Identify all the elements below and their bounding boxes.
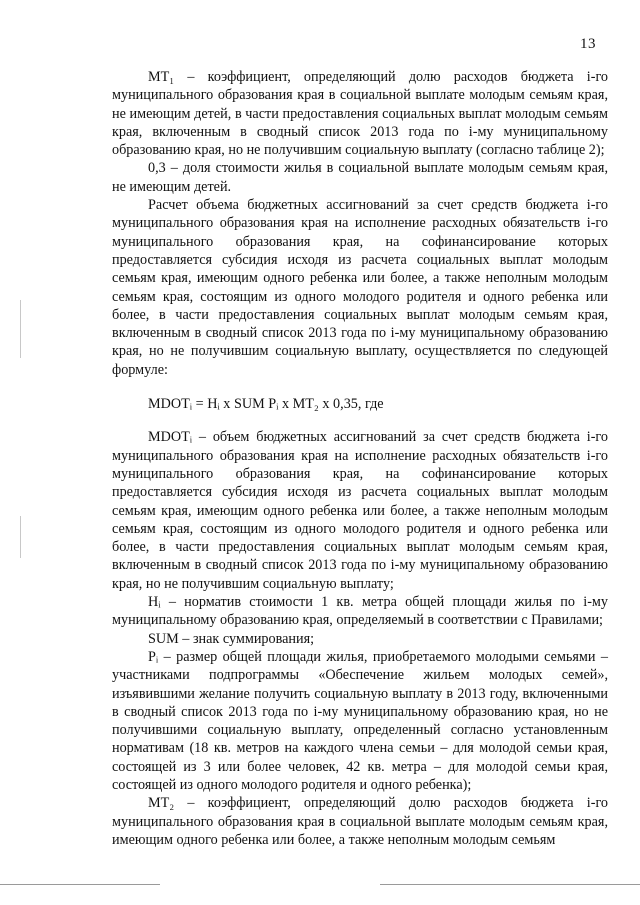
bottom-rule-left — [0, 884, 160, 885]
paragraph-mt1-definition: МТ₁ – коэффициент, определяющий долю расходов бюджета i-го муниципального образования края в социальной выплате молодым семьям края, не имеющим детей, в части предоставления социальных выплат молодым семьям края, включенным в сводный список 2013 года по i-му муниципальному образованию края, но не получившим социальную выплату (согласно таблице 2); — [112, 69, 608, 159]
paragraph-p-definition: Pᵢ – размер общей площади жилья, приобретаемого молодыми семьями – участниками подпрограммы «Обеспечение жильем молодых семей», изъявившими желание получить социальную выплату в 2013 году, включенными в сводный список 2013 года по i-му муниципальному образованию края, но не получившими социальную выплату, определенный согласно установленным нормативам (18 кв. метров на каждого члена семьи – для молодой семьи края, состоящей из 3 или более человек, 42 кв. метра – для молодой семьи края, состоящей из одного молодого родителя и одного ребенка); — [112, 648, 608, 793]
scan-edge-mark-upper — [20, 300, 21, 358]
scan-edge-mark-lower — [20, 516, 21, 558]
bottom-rule-right — [380, 884, 640, 885]
paragraph-sum-definition: SUM – знак суммирования; — [148, 630, 315, 647]
paragraph-housing-share: 0,3 – доля стоимости жилья в социальной выплате молодым семьям края, не имеющим детей. — [112, 160, 608, 195]
document-body — [112, 68, 608, 849]
page-number: 13 — [580, 36, 596, 52]
paragraph-calculation-intro: Расчет объема бюджетных ассигнований за счет средств бюджета i-го муниципального образования края на исполнение расходных обязательств i-го муниципального образования края, на софинансирование которых предоставляется субсидия исходя из расчета социальных выплат молодым семьям края, имеющим одного ребенка или более, а также неполным молодым семьям края, состоящим из одного молодого родителя и одного ребенка или более, в части предоставления социальных выплат молодым семьям края, включенным в сводный список 2013 года по i-му муниципальному образованию края, но не получившим социальную выплату, осуществляется по следующей формуле: — [112, 197, 608, 378]
paragraph-mt2-definition: МТ₂ – коэффициент, определяющий долю расходов бюджета i-го муниципального образования края в социальной выплате молодым семьям края, имеющим одного ребенка или более, а также неполным молодым семьям — [112, 795, 608, 848]
paragraph-mdot-definition: MDOTᵢ – объем бюджетных ассигнований за счет средств бюджета i-го муниципального образования края на исполнение расходных обязательств i-го муниципального образования края, на софинансирование которых предоставляется субсидия исходя из расчета социальных выплат молодым семьям края, имеющим одного ребенка или более, а также неполным молодым семьям края, состоящим из одного молодого родителя и одного ребенка или более, в части предоставления социальных выплат молодым семьям края, включенным в сводный список 2013 года по i-му муниципальному образованию края, но не получившим социальную выплату; — [112, 429, 608, 592]
paragraph-h-definition: Hᵢ – норматив стоимости 1 кв. метра общей площади жилья по i-му муниципальному образованию края, определяемый в соответствии с Правилами; — [112, 594, 608, 629]
formula-mdot: MDOTᵢ = Hᵢ x SUM Pᵢ x MT₂ x 0,35, где — [148, 396, 384, 413]
